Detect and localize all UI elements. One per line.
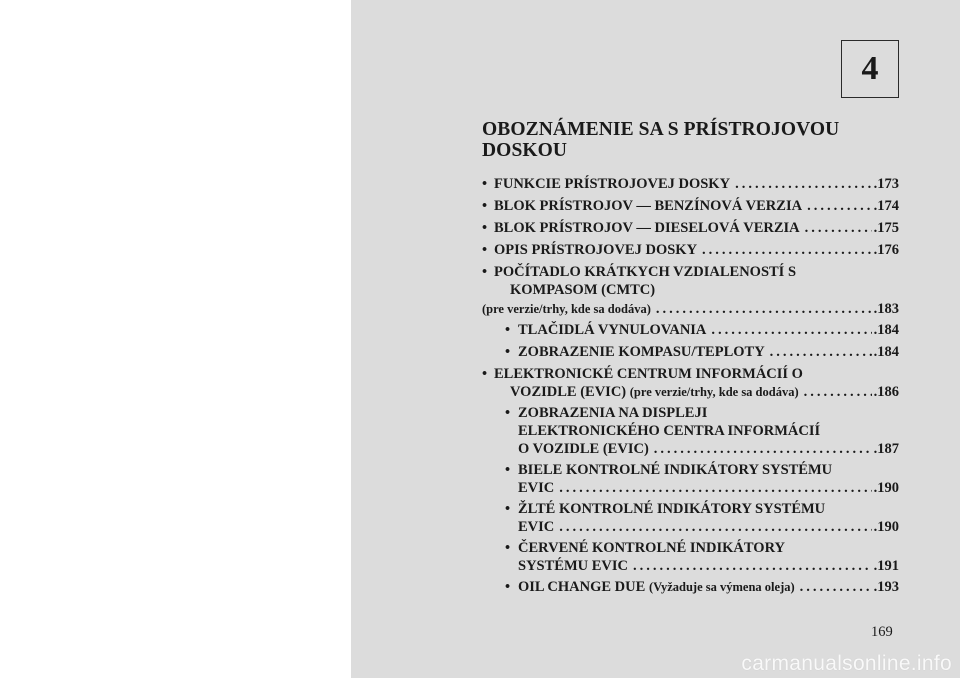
toc-label-line-2: VOZIDLE (EVIC) bbox=[510, 384, 627, 400]
bullet: • bbox=[505, 322, 511, 338]
bullet: • bbox=[482, 176, 488, 192]
toc-entry-evic-yellow-indicators[interactable] bbox=[482, 500, 899, 536]
toc-entry-evic-white-indicators[interactable] bbox=[482, 461, 899, 497]
toc-page: .175 bbox=[873, 220, 899, 236]
toc-label-line-1: BIELE KONTROLNÉ INDIKÁTORY SYSTÉMU bbox=[518, 462, 833, 478]
toc-label: BLOK PRÍSTROJOV — DIESELOVÁ VERZIA bbox=[494, 220, 800, 236]
bullet: • bbox=[482, 198, 488, 214]
chapter-number-box bbox=[841, 40, 899, 98]
toc-page: .190 bbox=[873, 519, 899, 535]
watermark: carmanualsonline.info bbox=[741, 652, 952, 675]
section-title bbox=[482, 119, 902, 161]
bullet: • bbox=[482, 242, 488, 258]
toc-label-line-2: EVIC bbox=[518, 519, 555, 535]
toc-entry-cluster-gasoline[interactable] bbox=[482, 197, 899, 215]
table-of-contents bbox=[482, 175, 899, 596]
toc-note: (Vyžaduje sa výmena oleja) bbox=[648, 580, 795, 594]
toc-entry-oil-change-due[interactable] bbox=[482, 578, 899, 596]
toc-label-line-1: ŽLTÉ KONTROLNÉ INDIKÁTORY SYSTÉMU bbox=[518, 501, 826, 517]
toc-page: .174 bbox=[873, 198, 899, 214]
toc-page: .190 bbox=[873, 480, 899, 496]
toc-page: .173 bbox=[873, 176, 899, 192]
toc-label: FUNKCIE PRÍSTROJOVEJ DOSKY bbox=[494, 176, 731, 192]
toc-page: .176 bbox=[873, 242, 899, 258]
page-number: 169 bbox=[871, 624, 893, 640]
toc-label-line-1: ČERVENÉ KONTROLNÉ INDIKÁTORY bbox=[518, 540, 786, 556]
toc-label: OIL CHANGE DUE bbox=[518, 579, 646, 595]
toc-label: TLAČIDLÁ VYNULOVANIA bbox=[518, 322, 707, 338]
toc-label-line-3: O VOZIDLE (EVIC) bbox=[518, 441, 649, 457]
bullet: • bbox=[505, 579, 511, 595]
toc-label-line-2: KOMPASOM (CMTC) bbox=[510, 282, 656, 298]
toc-entry-compass-temperature[interactable] bbox=[482, 343, 899, 361]
section-title-line-1: OBOZNÁMENIE SA S PRÍSTROJOVOU bbox=[482, 119, 840, 140]
toc-page: .187 bbox=[873, 441, 899, 457]
toc-entry-cmtc[interactable] bbox=[482, 263, 899, 318]
toc-page: .186 bbox=[873, 384, 899, 400]
toc-entry-instrument-panel-features[interactable] bbox=[482, 175, 899, 193]
bullet: • bbox=[482, 220, 488, 236]
toc-page: .191 bbox=[873, 558, 899, 574]
toc-note: (pre verzie/trhy, kde sa dodáva) bbox=[629, 385, 799, 399]
toc-label-line-2: SYSTÉMU EVIC bbox=[518, 558, 628, 574]
toc-entry-evic-red-indicators[interactable] bbox=[482, 539, 899, 575]
toc-label: ZOBRAZENIE KOMPASU/TEPLOTY bbox=[518, 344, 765, 360]
toc-label: OPIS PRÍSTROJOVEJ DOSKY bbox=[494, 242, 698, 258]
toc-entry-evic[interactable] bbox=[482, 365, 899, 401]
toc-entry-evic-displays[interactable] bbox=[482, 404, 899, 458]
toc-page: .193 bbox=[873, 579, 899, 595]
toc-label-line-1: POČÍTADLO KRÁTKYCH VZDIALENOSTÍ S bbox=[494, 264, 797, 280]
manual-page bbox=[351, 0, 960, 678]
toc-page: .184 bbox=[873, 344, 899, 360]
toc-entry-cluster-description[interactable] bbox=[482, 241, 899, 259]
toc-page: .184 bbox=[873, 322, 899, 338]
toc-label-line-1: ZOBRAZENIA NA DISPLEJI bbox=[518, 405, 708, 421]
toc-note: (pre verzie/trhy, kde sa dodáva) bbox=[482, 302, 651, 316]
bullet: • bbox=[505, 462, 511, 478]
bullet: • bbox=[505, 405, 511, 421]
blank-left-page bbox=[0, 0, 351, 678]
toc-entry-cluster-diesel[interactable] bbox=[482, 219, 899, 237]
bullet: • bbox=[505, 540, 511, 556]
toc-label-line-2: EVIC bbox=[518, 480, 555, 496]
toc-page: .183 bbox=[873, 301, 899, 317]
bullet: • bbox=[482, 366, 488, 382]
section-title-line-2: DOSKOU bbox=[482, 140, 568, 161]
toc-entry-reset-buttons[interactable] bbox=[482, 321, 899, 339]
toc-label-line-1: ELEKTRONICKÉ CENTRUM INFORMÁCIÍ O bbox=[494, 366, 803, 382]
toc-label: BLOK PRÍSTROJOV — BENZÍNOVÁ VERZIA bbox=[494, 198, 803, 214]
bullet: • bbox=[505, 344, 511, 360]
bullet: • bbox=[482, 264, 488, 280]
toc-label-line-2: ELEKTRONICKÉHO CENTRA INFORMÁCIÍ bbox=[518, 423, 821, 439]
chapter-number: 4 bbox=[861, 50, 879, 87]
bullet: • bbox=[505, 501, 511, 517]
